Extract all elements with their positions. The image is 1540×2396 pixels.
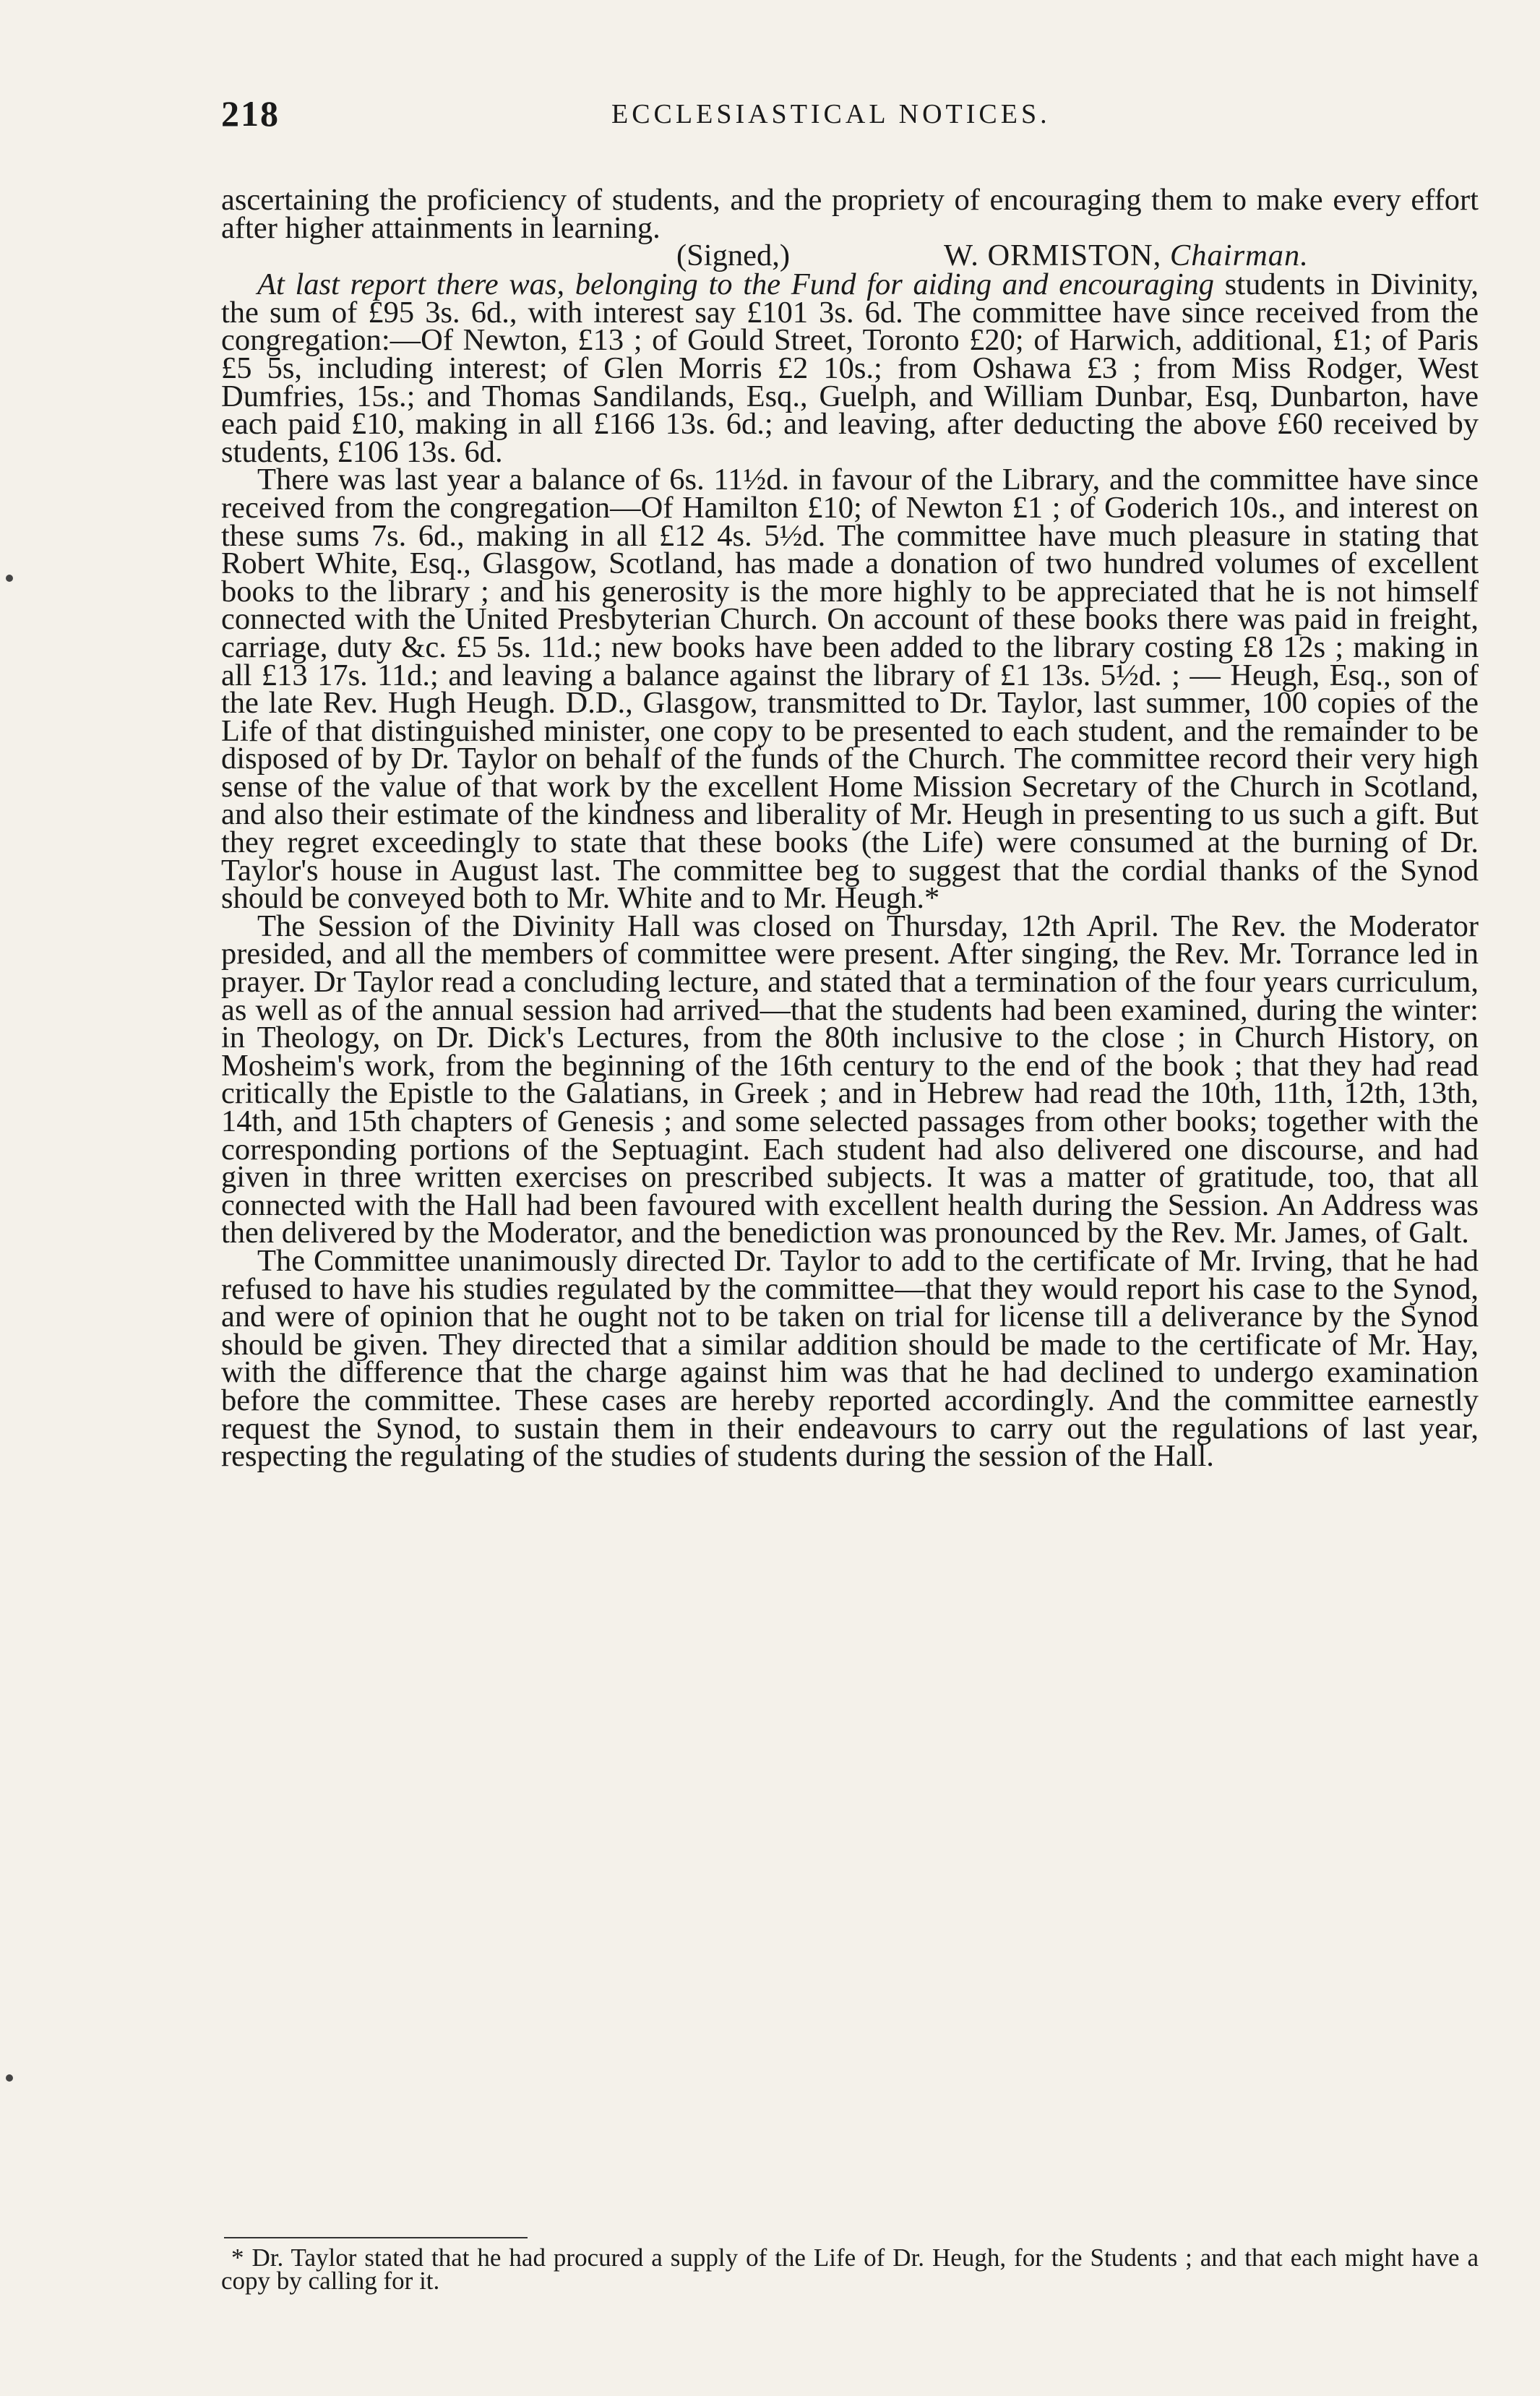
signature-name [944,239,1309,273]
signatory-role: Chairman. [1169,239,1309,273]
footnote-divider [224,2237,528,2238]
signatory-name: W. ORMISTON, [944,239,1162,273]
paragraph-text: students in Divinity, the sum of £95 3s. 6d., with interest say £101 3s. 6d. The committee have since received from the congregation:—Of Newton, £13 ; of Gould Street, Toronto £20; of Harwich, additional, £1; of Paris £5 5s, including interest; of Glen Morris £2 10s.; from Oshawa £3 ; from Miss Rodger, West Dumfries, 15s.; and Thomas Sandilands, Esq., Guelph, and William Dunbar, Esq, Dunbarton, have each paid £10, making in all £166 13s. 6d.; and leaving, after deducting the above £60 received by students, £106 13s. 6d. [221,267,1479,469]
running-head: ECCLESIASTICAL NOTICES. [611,99,1051,129]
paragraph-text: The Committee unanimously directed Dr. Taylor to add to the certificate of Mr. Irving, that he had refused to have his studies regulated by the committee—that they would report his case to the Synod, and were of opinion that he ought not to be taken on trial for license till a deliverance by the Synod should be given. They directed that a similar addition should be made to the certificate of Mr. Hay, with the difference that the charge against him was that he had declined to undergo examination before the committee. These cases are hereby reported accordingly. And the committee earnestly request the Synod, to sustain them in their endeavours to carry out the regulations of last year, respecting the regulating of the studies of students during the session of the Hall. [221,1243,1479,1474]
signature-line [221,239,1479,273]
opening-paragraph: ascertaining the proficiency of students, and the propriety of encouraging them to make every effort after higher attainments in learning. [221,183,1479,245]
page-number: 218 [221,93,280,134]
margin-dot [6,575,13,582]
paragraph-text: There was last year a balance of 6s. 11½d. in favour of the Library, and the committee have since received from the congregation—Of Hamilton £10; of Newton £1 ; of Goderich 10s., and interest on these sums 7s. 6d., making in all £12 4s. 5½d. The committee have much pleasure in stating that Robert White, Esq., Glasgow, Scotland, has made a donation of two hundred volumes of excellent books to the library ; and his generosity is the more highly to be appreciated that he is not himself connected with the United Presbyterian Church. On account of these books there was paid in freight, carriage, duty &c. £5 5s. 11d.; new books have been added to the library costing £8 12s ; making in all £13 17s. 11d.; and leaving a balance against the library of £1 13s. 5½d. ; — Heugh, Esq., son of the late Rev. Hugh Heugh. D.D., Glasgow, transmitted to Dr. Taylor, last summer, 100 copies of the Life of that distinguished minister, one copy to be presented to each student, and the remainder to be disposed of by Dr. Taylor on behalf of the funds of the Church. The committee record their very high sense of the value of that work by the excellent Home Mission Secretary of the Church in Scotland, and also their estimate of the kindness and liberality of Mr. Heugh in presenting to us such a gift. But they regret exceedingly to state that these books (the Life) were consumed at the burning of Dr. Taylor's house in August last. The committee beg to suggest that the cordial thanks of the Synod should be conveyed both to Mr. White and to Mr. Heugh.* [221,463,1479,916]
footnote: * Dr. Taylor stated that he had procured a supply of the Life of Dr. Heugh, for the Students ; and that each might have a copy by calling for it. [221,2243,1479,2295]
paragraph-lead-italic: At last report there was, belonging to the Fund for aiding and encouraging [257,267,1215,302]
paragraph-fund-report [221,267,1479,469]
body-text [221,183,1479,1474]
paragraph-text: The Session of the Divinity Hall was closed on Thursday, 12th April. The Rev. the Moderator presided, and all the members of committee were present. After singing, the Rev. Mr. Torrance led in prayer. Dr Taylor read a concluding lecture, and stated that a termination of the four years curriculum, as well as of the annual session had arrived—that the students had been examined, during the winter: in Theology, on Dr. Dick's Lectures, from the 80th inclusive to the close ; in Church History, on Mosheim's work, from the beginning of the 16th century to the end of the book ; that they had read critically the Epistle to the Galatians, in Greek ; and in Hebrew had read the 10th, 11th, 12th, 13th, 14th, and 15th chapters of Genesis ; and some selected passages from other books; together with the corresponding portions of the Septuagint. Each student had also delivered one discourse, and had given in three written exercises on prescribed subjects. It was a matter of gratitude, too, that all connected with the Hall had been favoured with excellent health during the Session. An Address was then delivered by the Moderator, and the benediction was pronounced by the Rev. Mr. James, of Galt. [221,909,1479,1250]
paragraph-certificates [221,1243,1479,1474]
signature-label: (Signed,) [676,239,790,273]
margin-dot [6,2074,13,2082]
page-header [221,93,1479,150]
paragraph-session-closing [221,909,1479,1250]
paragraph-library-report [221,463,1479,916]
